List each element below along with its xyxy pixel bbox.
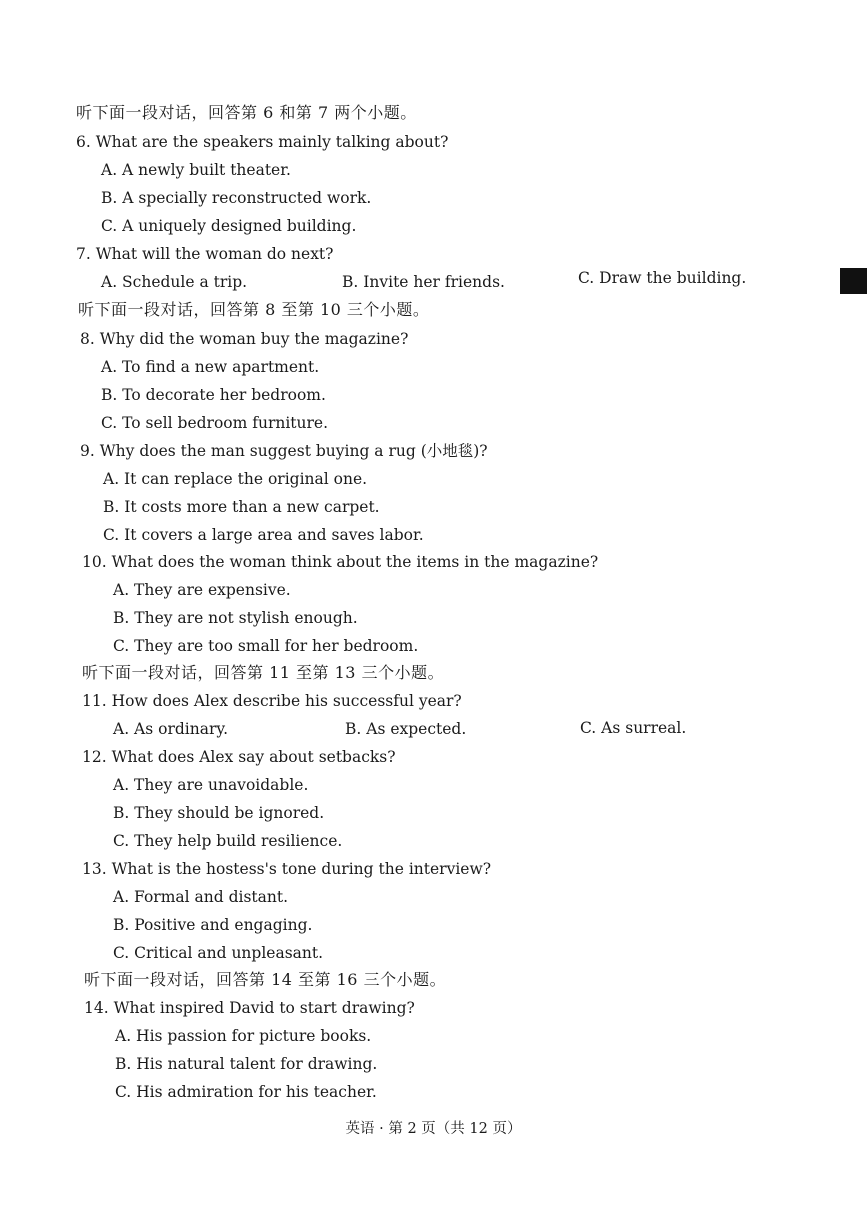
option-b: B. Positive and engaging. [113,916,313,934]
option-a: A. They are unavoidable. [113,776,309,794]
option-c: C. It covers a large area and saves labor. [103,526,424,544]
option-b: B. His natural talent for drawing. [115,1055,378,1073]
option-a: A. Formal and distant. [113,888,289,906]
question-stem: 8. Why did the woman buy the magazine? [80,330,409,348]
option-b: B. To decorate her bedroom. [101,386,326,404]
section-heading: 听下面一段对话，回答第 6 和第 7 两个小题。 [76,103,417,122]
page-footer: 英语 · 第 2 页（共 12 页） [345,1121,522,1137]
section-heading: 听下面一段对话，回答第 8 至第 10 三个小题。 [78,300,430,319]
section-heading: 听下面一段对话，回答第 11 至第 13 三个小题。 [82,663,445,682]
option-c: C. To sell bedroom furniture. [101,414,329,432]
option-c: C. They are too small for her bedroom. [113,637,419,655]
question-stem: 13. What is the hostess's tone during the interview? [82,860,492,878]
option-b: B. As expected. [345,720,467,738]
option-b: B. A specially reconstructed work. [101,189,372,207]
page-edge-marker [840,268,867,294]
option-c: C. As surreal. [580,719,687,737]
question-stem: 6. What are the speakers mainly talking about? [76,133,449,151]
section-heading: 听下面一段对话，回答第 14 至第 16 三个小题。 [84,970,447,989]
question-stem: 11. How does Alex describe his successful year? [82,692,462,710]
option-c: C. They help build resilience. [113,832,343,850]
option-c: C. A uniquely designed building. [101,217,357,235]
option-b: B. It costs more than a new carpet. [103,498,380,516]
option-a: A. Schedule a trip. [101,273,248,291]
option-a: A. It can replace the original one. [103,470,368,488]
option-a: A. A newly built theater. [101,161,291,179]
option-c: C. Critical and unpleasant. [113,944,324,962]
option-a: A. To find a new apartment. [101,358,320,376]
option-b: B. They are not stylish enough. [113,609,358,627]
question-stem: 9. Why does the man suggest buying a rug (小地毯)? [80,442,488,460]
question-stem: 10. What does the woman think about the items in the magazine? [82,553,599,571]
option-a: A. As ordinary. [113,720,229,738]
option-c: C. Draw the building. [578,269,747,287]
question-stem: 7. What will the woman do next? [76,245,334,263]
option-c: C. His admiration for his teacher. [115,1083,377,1101]
option-a: A. They are expensive. [113,581,291,599]
option-b: B. They should be ignored. [113,804,325,822]
option-a: A. His passion for picture books. [115,1027,372,1045]
question-stem: 14. What inspired David to start drawing? [84,999,415,1017]
option-b: B. Invite her friends. [342,273,505,291]
question-stem: 12. What does Alex say about setbacks? [82,748,396,766]
